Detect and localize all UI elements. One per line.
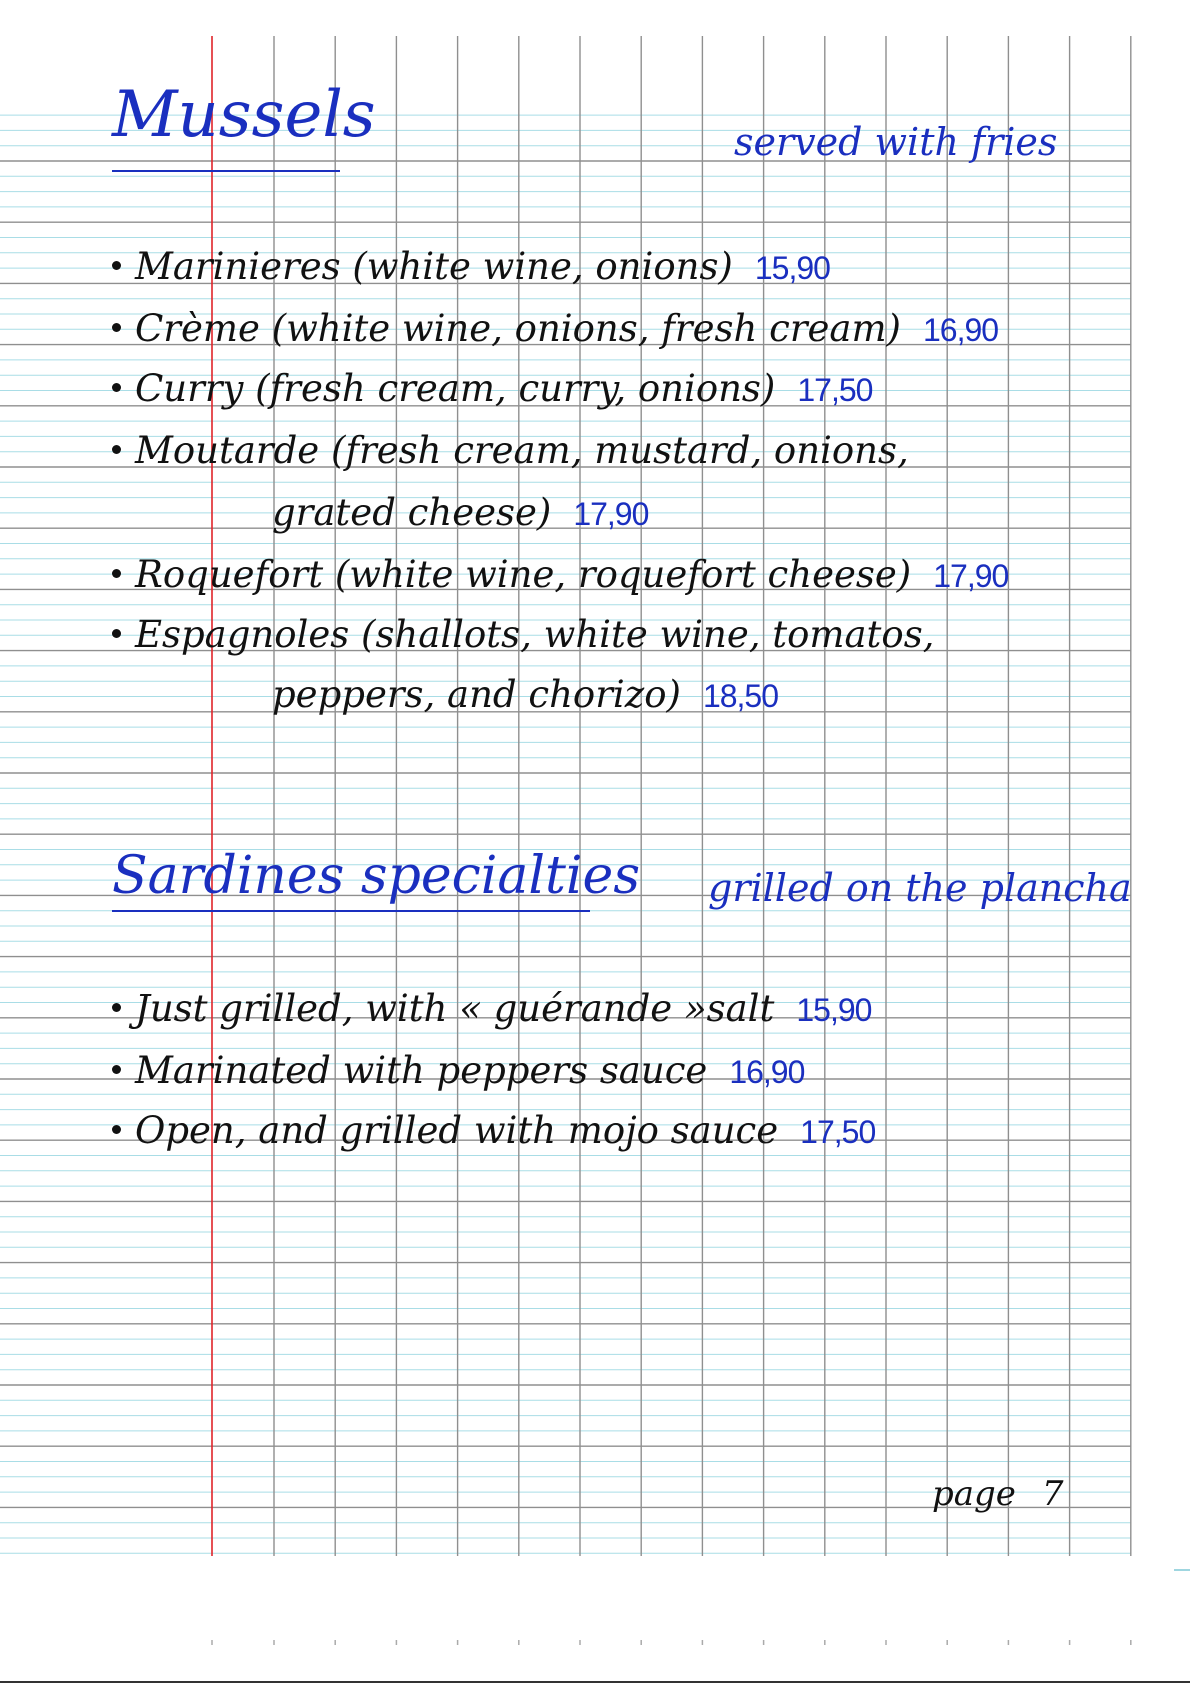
- item-price: 17,90: [933, 558, 1009, 594]
- page-number: 7: [1041, 1474, 1064, 1514]
- mussels-title: Mussels: [112, 78, 376, 152]
- bullet-icon: [112, 569, 121, 578]
- item-name: Just grilled, with « guérande »salt: [135, 987, 775, 1030]
- item-price: 15,90: [754, 250, 830, 286]
- item-name: Curry (fresh cream, curry, onions): [135, 367, 776, 410]
- menu-item: [112, 429, 909, 472]
- sardines-title-underline: [112, 910, 590, 912]
- sardines-note: grilled on the plancha: [708, 866, 1132, 910]
- bullet-icon: [112, 1003, 121, 1012]
- item-name: Espagnoles (shallots, white wine, tomatos,: [135, 613, 935, 656]
- bullet-icon: [112, 1125, 121, 1134]
- item-name: Open, and grilled with mojo sauce: [135, 1109, 779, 1152]
- item-name: Moutarde (fresh cream, mustard, onions,: [135, 429, 909, 472]
- page-footer: [932, 1474, 1064, 1514]
- item-price: 17,50: [797, 372, 873, 408]
- item-name: Crème (white wine, onions, fresh cream): [135, 307, 901, 350]
- menu-item: [112, 1109, 876, 1152]
- mussels-title-underline: [112, 170, 340, 172]
- menu-item-continuation: [272, 491, 649, 534]
- page-label: page: [932, 1474, 1016, 1514]
- item-price: 17,90: [573, 496, 649, 532]
- item-name: Marinieres (white wine, onions): [135, 245, 733, 288]
- menu-item: [112, 553, 1009, 596]
- menu-item: [112, 367, 873, 410]
- item-price: 16,90: [729, 1054, 805, 1090]
- menu-item: [112, 245, 830, 288]
- item-name: Marinated with peppers sauce: [135, 1049, 708, 1092]
- menu-item: [112, 613, 935, 656]
- bullet-icon: [112, 1065, 121, 1074]
- menu-item: [112, 987, 872, 1030]
- sardines-title: Sardines specialties: [112, 846, 640, 906]
- item-name-continued: peppers, and chorizo): [272, 673, 681, 716]
- bullet-icon: [112, 629, 121, 638]
- item-price: 17,50: [800, 1114, 876, 1150]
- item-name-continued: grated cheese): [272, 491, 552, 534]
- menu-item-continuation: [272, 673, 779, 716]
- bullet-icon: [112, 383, 121, 392]
- bullet-icon: [112, 261, 121, 270]
- item-price: 18,50: [702, 678, 779, 714]
- bullet-icon: [112, 323, 121, 332]
- menu-item: [112, 1049, 805, 1092]
- item-price: 16,90: [922, 312, 999, 348]
- menu-item: [112, 307, 999, 350]
- bullet-icon: [112, 445, 121, 454]
- mussels-note: served with fries: [734, 120, 1058, 164]
- item-price: 15,90: [796, 992, 872, 1028]
- item-name: Roquefort (white wine, roquefort cheese): [135, 553, 912, 596]
